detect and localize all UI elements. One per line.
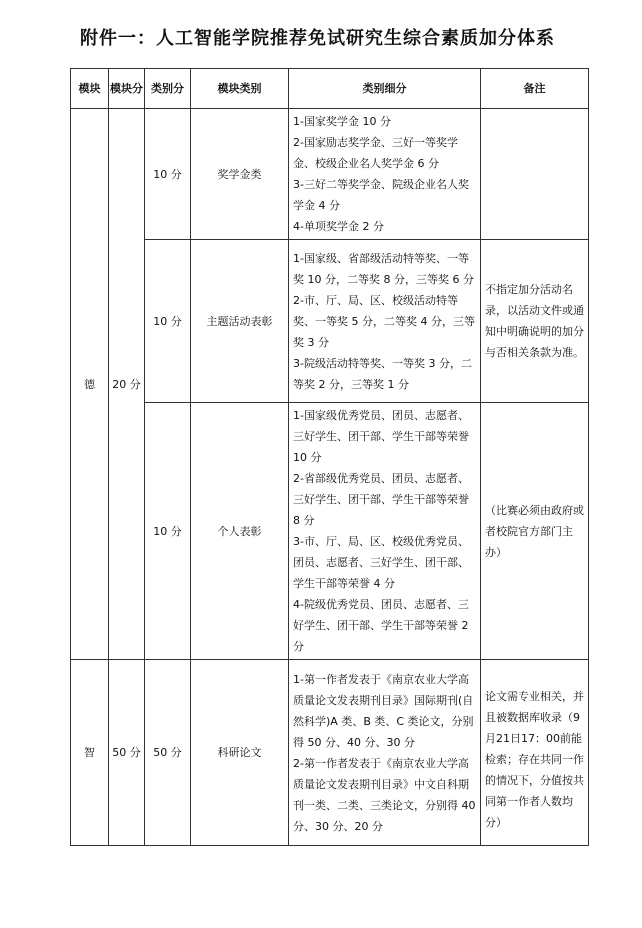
module-score-zhi: 50 分 bbox=[109, 660, 145, 846]
detail-item: 1-国家级、省部级活动特等奖、一等奖 10 分，二等奖 8 分，三等奖 6 分 bbox=[293, 251, 474, 286]
table-row bbox=[71, 109, 589, 240]
detail-item: 2-省部级优秀党员、团员、志愿者、三好学生、团干部、学生干部等荣誉 8 分 bbox=[293, 472, 469, 527]
score-table bbox=[70, 68, 589, 846]
header-module: 模块 bbox=[71, 69, 109, 109]
remark-cell: 论文需专业相关，并且被数据库收录（9月21日17：00前能检索；存在共同一作的情况下，分值按共同第一作者人数均分） bbox=[481, 660, 589, 846]
detail-item: 4-院级优秀党员、团员、志愿者、三好学生、团干部、学生干部等荣誉 2 分 bbox=[293, 598, 469, 653]
detail-item: 1-国家级优秀党员、团员、志愿者、三好学生、团干部、学生干部等荣誉 10 分 bbox=[293, 409, 469, 464]
detail-item: 2-第一作者发表于《南京农业大学高质量论文发表期刊目录》中文自科期刊一类、二类、三类论文，分别得 40 分、30 分、20 分 bbox=[293, 756, 476, 833]
detail-item: 1-国家奖学金 10 分 bbox=[293, 115, 391, 128]
table-row bbox=[71, 403, 589, 660]
header-category-score: 类别分 bbox=[145, 69, 191, 109]
category-score: 10 分 bbox=[145, 109, 191, 240]
detail-item: 3-三好二等奖学金、院级企业名人奖学金 4 分 bbox=[293, 178, 469, 212]
category-score: 10 分 bbox=[145, 403, 191, 660]
remark-cell: 不指定加分活动名录，以活动文件或通知中明确说明的加分与否相关条款为准。 bbox=[481, 240, 589, 403]
module-score-de: 20 分 bbox=[109, 109, 145, 660]
category-score: 50 分 bbox=[145, 660, 191, 846]
category-detail bbox=[289, 109, 481, 240]
category-detail bbox=[289, 660, 481, 846]
detail-item: 3-院级活动特等奖、一等奖 3 分，二等奖 2 分，三等奖 1 分 bbox=[293, 356, 472, 391]
category-detail bbox=[289, 240, 481, 403]
module-de: 德 bbox=[71, 109, 109, 660]
detail-item: 2-国家励志奖学金、三好一等奖学金、校级企业名人奖学金 6 分 bbox=[293, 136, 458, 170]
table-header-row bbox=[71, 69, 589, 109]
category-detail bbox=[289, 403, 481, 660]
module-zhi: 智 bbox=[71, 660, 109, 846]
header-remarks: 备注 bbox=[481, 69, 589, 109]
remark-cell bbox=[481, 109, 589, 240]
detail-item: 3-市、厅、局、区、校级优秀党员、团员、志愿者、三好学生、团干部、学生干部等荣誉 4 分 bbox=[293, 535, 469, 590]
category-name: 科研论文 bbox=[191, 660, 289, 846]
detail-item: 2-市、厅、局、区、校级活动特等奖、一等奖 5 分，二等奖 4 分，三等奖 3 分 bbox=[293, 293, 475, 349]
table-row bbox=[71, 660, 589, 846]
category-name: 奖学金类 bbox=[191, 109, 289, 240]
category-name: 个人表彰 bbox=[191, 403, 289, 660]
table-row bbox=[71, 240, 589, 403]
header-module-score: 模块分 bbox=[109, 69, 145, 109]
detail-item: 1-第一作者发表于《南京农业大学高质量论文发表期刊目录》国际期刊(自然科学)A 类、B 类、C 类论文，分别得 50 分、40 分、30 分 bbox=[293, 672, 474, 749]
detail-item: 4-单项奖学金 2 分 bbox=[293, 220, 384, 233]
remark-cell: （比赛必须由政府或者校院官方部门主办） bbox=[481, 403, 589, 660]
header-category-detail: 类别细分 bbox=[289, 69, 481, 109]
category-score: 10 分 bbox=[145, 240, 191, 403]
header-module-category: 模块类别 bbox=[191, 69, 289, 109]
category-name: 主题活动表彰 bbox=[191, 240, 289, 403]
document-title: 附件一：人工智能学院推荐免试研究生综合素质加分体系 bbox=[80, 28, 555, 49]
